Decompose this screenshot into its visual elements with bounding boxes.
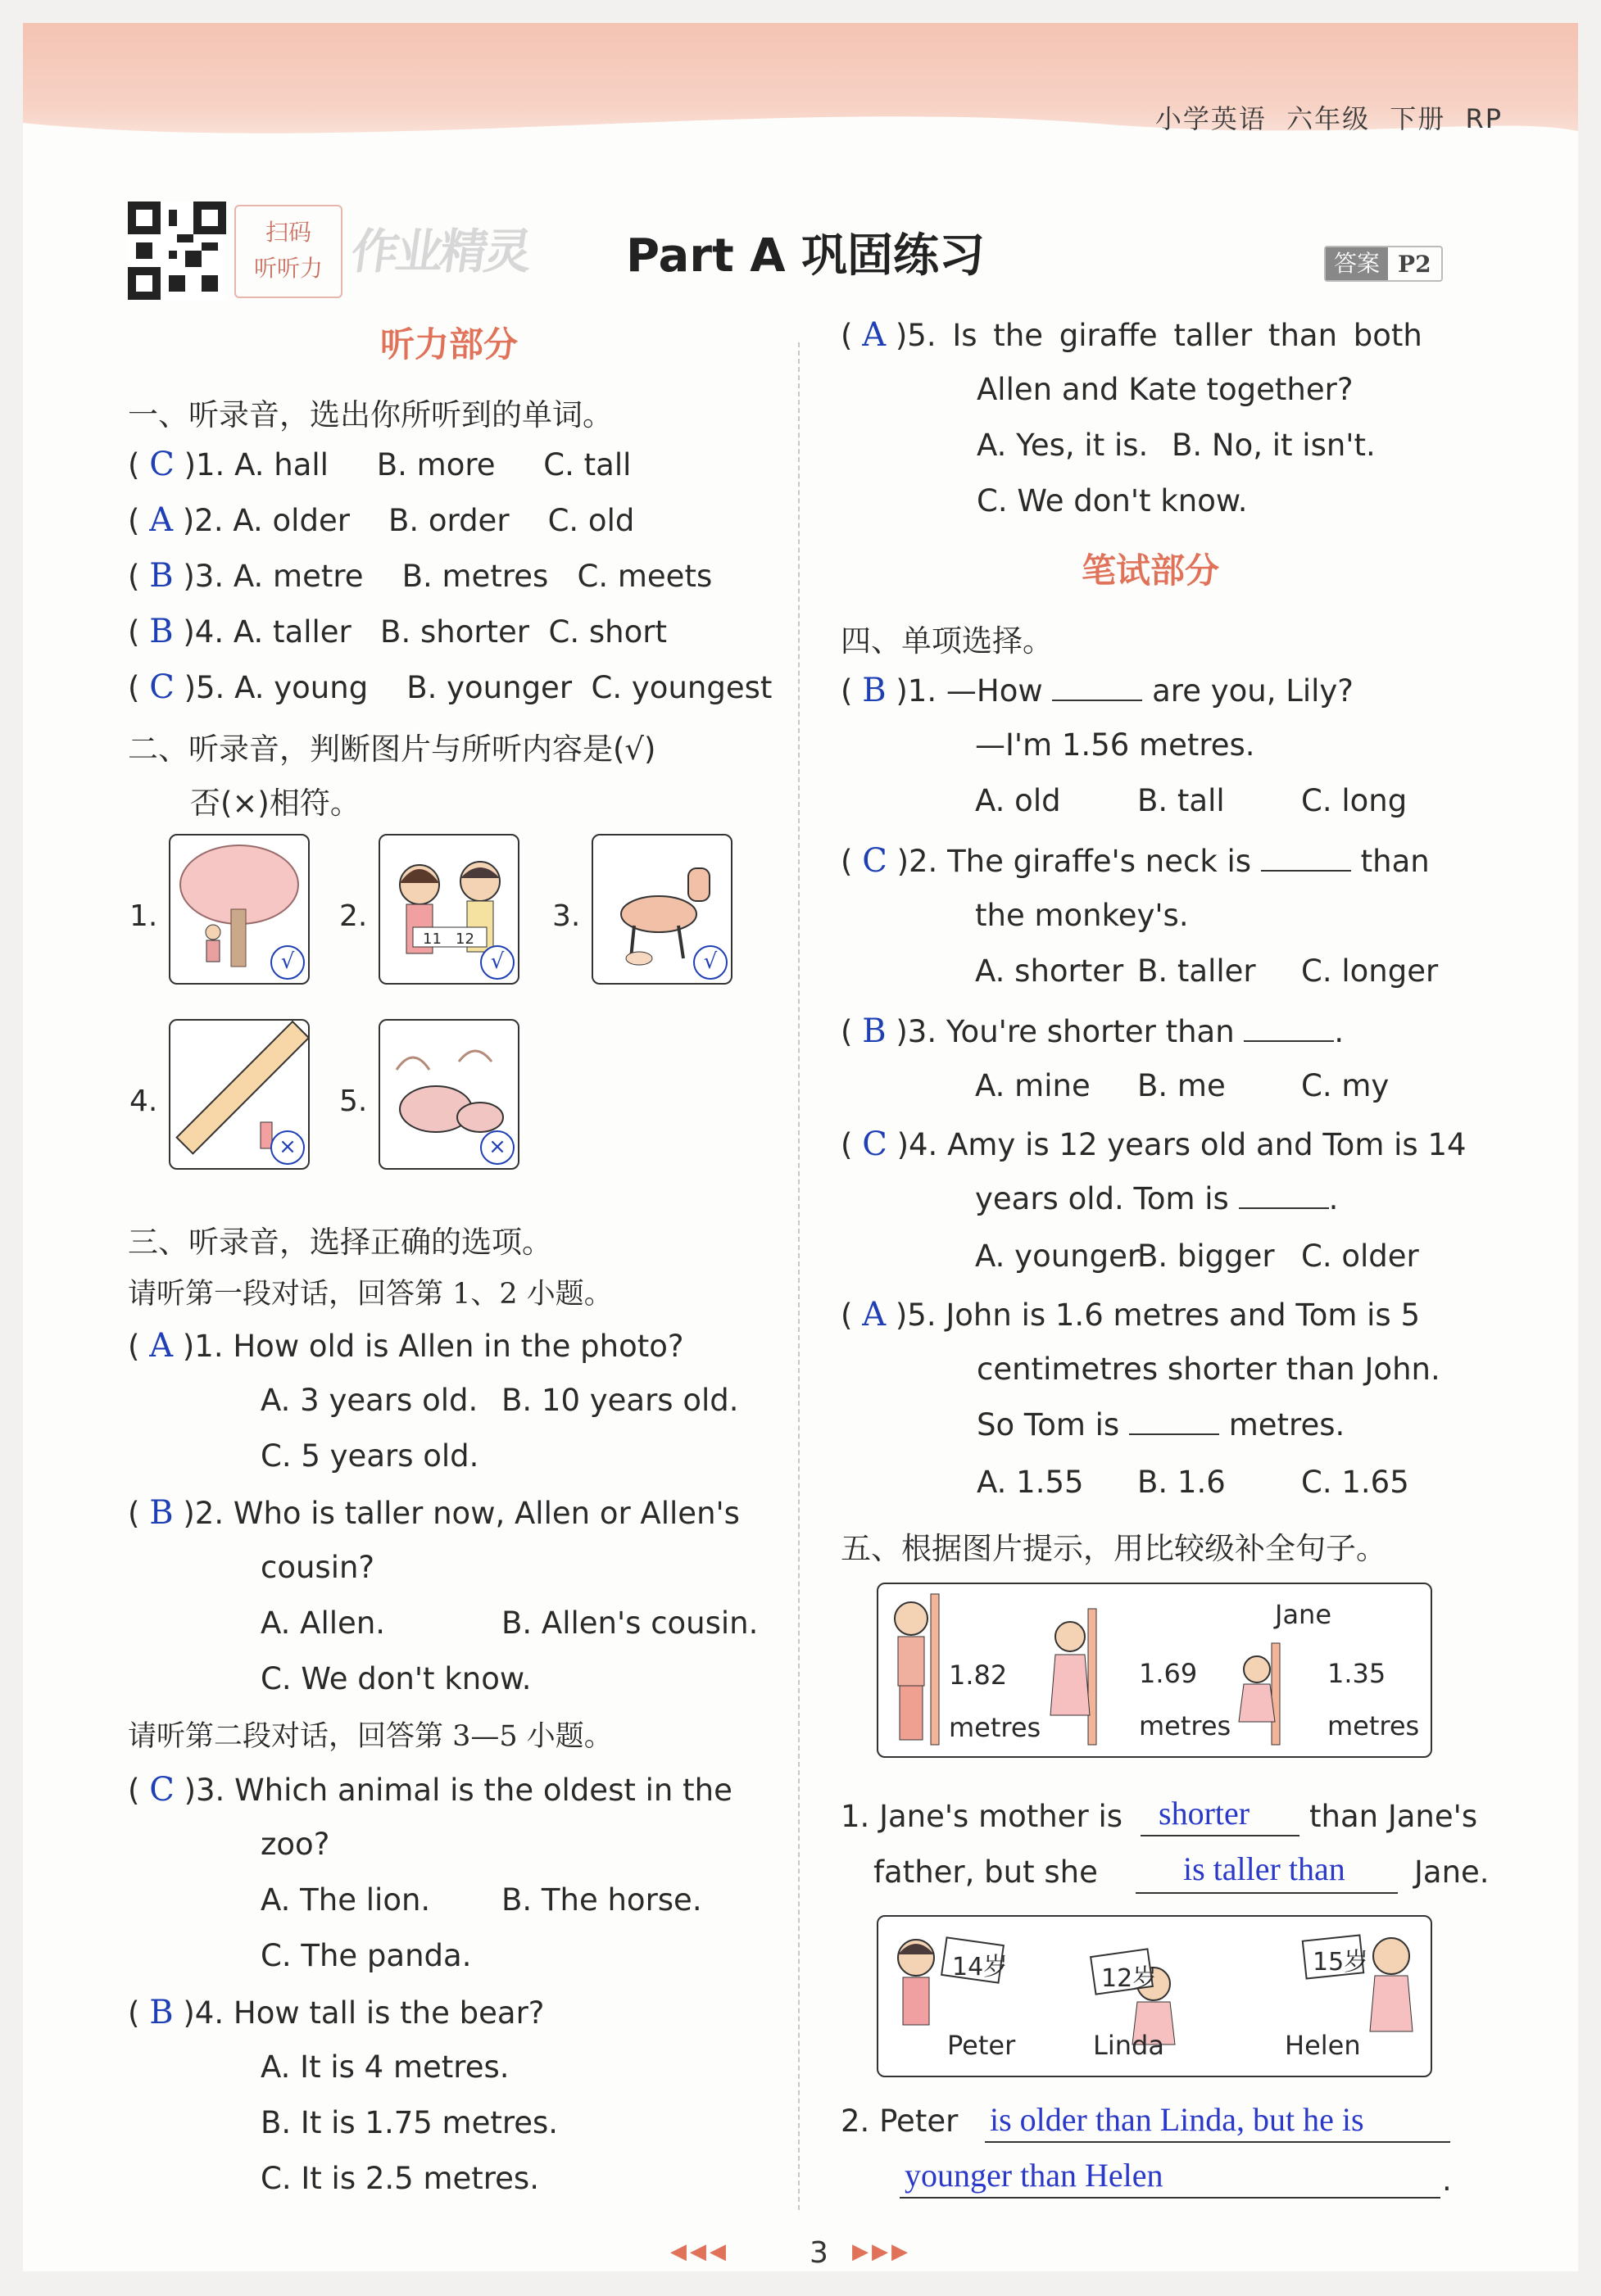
question-text: )2. Who is taller now, Allen or Allen's [183, 1496, 740, 1531]
answer: C [149, 446, 175, 483]
picture-ruler [169, 1019, 310, 1170]
left-column [23, 23, 798, 2271]
s3-q5: ( A )5. Is the giraffe taller than both [841, 316, 1422, 354]
answer: A [862, 316, 887, 354]
section2-title-line1: 二、听录音，判断图片与所听内容是(√) [128, 731, 656, 767]
age-helen: 15岁 [1313, 1948, 1369, 1977]
answer-blank[interactable] [1239, 1207, 1329, 1209]
s4-q4-a: A. younger [975, 1239, 1141, 1274]
unit-jane: metres [1327, 1710, 1420, 1741]
s4-q2-a: A. shorter [975, 953, 1124, 989]
s5-blank-3[interactable] [985, 2141, 1450, 2143]
answer-tag-page: P2 [1398, 250, 1431, 278]
question-text: )2. The giraffe's neck is [896, 844, 1252, 879]
s4-q1-b: B. tall [1137, 783, 1225, 818]
item-text: )4. A. taller B. shorter C. short [183, 614, 667, 650]
cross-mark: × [480, 1130, 515, 1165]
section4-title: 四、单项选择。 [841, 623, 1053, 659]
s1-item-5: ( C )5. A. young B. younger C. youngest [128, 668, 773, 706]
s3-q2-cont: cousin? [261, 1550, 375, 1585]
s5-sentence1-pre: 1. Jane's mother is [841, 1799, 1123, 1834]
s4-q5-a: A. 1.55 [977, 1465, 1084, 1500]
item-text: )1. A. hall B. more C. tall [184, 447, 632, 482]
cross-mark: × [270, 1130, 305, 1165]
answer-blank[interactable] [1052, 700, 1142, 701]
s4-q4-b: B. bigger [1137, 1239, 1275, 1274]
answer-tag-label: 答案 [1326, 247, 1388, 280]
s5-sentence1-end: Jane. [1414, 1854, 1490, 1890]
book-edition: RP [1465, 103, 1503, 134]
s3-q5-a: A. Yes, it is. [977, 428, 1149, 463]
pic-number-1: 1. [129, 899, 158, 933]
s4-q2-c: C. longer [1301, 953, 1439, 989]
answer: C [862, 842, 887, 880]
listening-heading: 听力部分 [379, 324, 518, 365]
pic-number-3: 3. [552, 899, 581, 933]
pic2-number-a: 11 [423, 931, 442, 948]
question-text: )4. How tall is the bear? [183, 1995, 545, 2031]
workbook-page [23, 23, 1578, 2271]
s4-q5-line2: centimetres shorter than John. [977, 1352, 1440, 1387]
footer-left-arrows: ◀◀◀ [670, 2239, 729, 2264]
age-picture [877, 1915, 1432, 2077]
unit-mother: metres [1139, 1710, 1231, 1741]
s4-q1: ( B )1. —How are you, Lily? [841, 672, 1354, 709]
s3-q1: ( A )1. How old is Allen in the photo? [128, 1327, 684, 1365]
check-mark: √ [270, 945, 305, 980]
question-text: )3. You're shorter than [896, 1014, 1235, 1049]
s3-q5-c: C. We don't know. [977, 483, 1248, 519]
s3-q4-c: C. It is 2.5 metres. [261, 2161, 539, 2196]
s4-q3-c: C. my [1301, 1068, 1390, 1103]
book-term: 下册 [1390, 103, 1446, 134]
s3-q3-a: A. The lion. [261, 1882, 431, 1918]
section1-title: 一、听录音，选出你所听到的单词。 [128, 397, 613, 432]
age-linda: 12岁 [1101, 1964, 1158, 1993]
picture-tree-girl [169, 834, 310, 985]
answer: C [862, 1125, 887, 1163]
question-text: )5. Is the giraffe taller than both [895, 318, 1422, 353]
question-text: )1. How old is Allen in the photo? [182, 1329, 684, 1364]
item-text: )5. A. young B. younger C. youngest [184, 670, 773, 705]
s1-item-1: ( C )1. A. hall B. more C. tall [128, 446, 632, 483]
s4-q3-a: A. mine [975, 1068, 1091, 1103]
book-grade: 六年级 [1286, 103, 1371, 134]
s1-item-4: ( B )4. A. taller B. shorter C. short [128, 613, 667, 650]
dialogue1-intro: 请听第一段对话，回答第 1、2 小题。 [128, 1278, 613, 1311]
question-text: )5. John is 1.6 metres and Tom is 5 [895, 1297, 1420, 1333]
height-jane: 1.35 [1327, 1658, 1386, 1689]
answer: B [149, 613, 174, 650]
s4-q5: ( A )5. John is 1.6 metres and Tom is 5 [841, 1296, 1420, 1334]
s3-q2: ( B )2. Who is taller now, Allen or Allen's [128, 1494, 740, 1532]
height-father: 1.82 [949, 1660, 1008, 1691]
check-mark: √ [480, 945, 515, 980]
name-linda: Linda [1093, 2030, 1164, 2061]
s4-q5-line3 [977, 1407, 1345, 1442]
question-text-end: . [1328, 1181, 1339, 1216]
answer: B [862, 672, 887, 709]
section5-title: 五、根据图片提示，用比较级补全句子。 [841, 1531, 1386, 1566]
question-text: )4. Amy is 12 years old and Tom is 14 [896, 1127, 1467, 1162]
s4-q1-a: A. old [975, 783, 1061, 818]
question-text-end: metres. [1228, 1407, 1345, 1442]
right-column [798, 23, 1578, 2271]
age-peter: 14岁 [952, 1953, 1009, 1981]
check-mark: √ [693, 945, 728, 980]
unit-father: metres [949, 1712, 1041, 1743]
s4-q3: ( B )3. You're shorter than . [841, 1012, 1345, 1050]
s4-q4-c: C. older [1301, 1239, 1419, 1274]
label-jane: Jane [1275, 1599, 1332, 1630]
answer: B [149, 1494, 174, 1532]
question-text-end: than [1360, 844, 1430, 879]
name-peter: Peter [947, 2030, 1016, 2061]
pic-number-4: 4. [129, 1085, 158, 1118]
brand-logo: 作业精灵 [347, 224, 533, 279]
s5-fill-younger[interactable]: younger than Helen [905, 2157, 1163, 2194]
s5-sentence2-end: . [1442, 2162, 1452, 2198]
s5-sentence1-line2: father, but she [873, 1854, 1098, 1890]
s4-q2-line2: the monkey's. [975, 898, 1189, 933]
answer: B [149, 557, 174, 595]
s3-q3-c: C. The panda. [261, 1938, 472, 1973]
s3-q4-a: A. It is 4 metres. [261, 2049, 510, 2085]
answer: C [149, 668, 175, 706]
s5-sentence2-pre: 2. Peter [841, 2104, 959, 2139]
footer-right-arrows: ▶▶▶ [852, 2239, 911, 2264]
s3-q2-c: C. We don't know. [261, 1661, 532, 1696]
s1-item-3: ( B )3. A. metre B. metres C. meets [128, 557, 713, 595]
s1-item-2: ( A )2. A. older B. order C. old [128, 501, 635, 539]
s4-q4: ( C )4. Amy is 12 years old and Tom is 14 [841, 1125, 1467, 1163]
s5-fill-older[interactable]: is older than Linda, but he is [990, 2101, 1364, 2138]
item-text: )2. A. older B. order C. old [182, 503, 635, 538]
s5-fill-taller[interactable]: is taller than [1183, 1850, 1345, 1887]
dialogue2-intro: 请听第二段对话，回答第 3—5 小题。 [128, 1720, 613, 1753]
question-text: years old. Tom is [975, 1181, 1229, 1216]
s4-q5-c: C. 1.65 [1301, 1465, 1409, 1500]
answer: B [149, 1994, 174, 2031]
answer-blank[interactable] [1244, 1040, 1334, 1042]
s4-q5-b: B. 1.6 [1137, 1465, 1226, 1500]
s3-q2-b: B. Allen's cousin. [501, 1605, 759, 1641]
name-helen: Helen [1285, 2030, 1361, 2061]
answer-blank[interactable] [1261, 870, 1351, 872]
scan-label-line1: 扫码 [265, 219, 311, 246]
s4-q3-b: B. me [1137, 1068, 1226, 1103]
height-mother: 1.69 [1139, 1658, 1198, 1689]
s4-q1-c: C. long [1301, 783, 1408, 818]
book-subject: 小学英语 [1154, 103, 1267, 134]
s4-q4-line2 [975, 1181, 1338, 1216]
answer: C [149, 1771, 175, 1809]
s5-blank-2[interactable] [1136, 1892, 1398, 1894]
s3-q3-cont: zoo? [261, 1827, 330, 1862]
question-text: )3. Which animal is the oldest in the [184, 1773, 732, 1808]
picture-horse [592, 834, 732, 985]
writing-heading: 笔试部分 [1081, 550, 1219, 591]
s5-fill-shorter[interactable]: shorter [1159, 1795, 1250, 1832]
s3-q1-a: A. 3 years old. [261, 1383, 478, 1418]
section2-title-line2: 否(×)相符。 [190, 786, 361, 821]
scan-label-line2: 听听力 [253, 255, 323, 282]
item-text: )3. A. metre B. metres C. meets [183, 559, 713, 594]
s3-q3: ( C )3. Which animal is the oldest in the [128, 1771, 732, 1809]
s4-q1-line2: —I'm 1.56 metres. [975, 727, 1255, 763]
s5-blank-4[interactable] [900, 2197, 1440, 2199]
picture-two-children [379, 834, 519, 985]
pic-number-5: 5. [339, 1085, 368, 1118]
pic-number-2: 2. [339, 899, 368, 933]
s3-q5-b: B. No, it isn't. [1172, 428, 1376, 463]
page-title: Part A 巩固练习 [626, 229, 986, 283]
s3-q5-cont: Allen and Kate together? [977, 372, 1354, 407]
answer: B [862, 1012, 887, 1050]
section3-title: 三、听录音，选择正确的选项。 [128, 1225, 552, 1260]
question-text-end: are you, Lily? [1152, 673, 1354, 709]
s3-q4: ( B )4. How tall is the bear? [128, 1994, 545, 2031]
pic2-number-b: 12 [456, 931, 474, 948]
question-text-end: . [1334, 1014, 1345, 1049]
answer: A [862, 1296, 887, 1334]
picture-elephants [379, 1019, 519, 1170]
page-number: 3 [810, 2236, 828, 2270]
s4-q2-b: B. taller [1137, 953, 1256, 989]
s5-blank-1[interactable] [1141, 1835, 1299, 1836]
s3-q1-c: C. 5 years old. [261, 1438, 479, 1474]
answer-blank[interactable] [1129, 1433, 1219, 1435]
question-text: )1. —How [896, 673, 1043, 709]
s3-q3-b: B. The horse. [501, 1882, 702, 1918]
question-text: So Tom is [977, 1407, 1120, 1442]
s3-q1-b: B. 10 years old. [501, 1383, 739, 1418]
answer: A [149, 501, 174, 539]
answer: A [149, 1327, 174, 1365]
s3-q2-a: A. Allen. [261, 1605, 386, 1641]
s4-q2: ( C )2. The giraffe's neck is than [841, 842, 1430, 880]
s5-sentence1-mid: than Jane's [1309, 1799, 1478, 1834]
height-picture [877, 1583, 1432, 1758]
s3-q4-b: B. It is 1.75 metres. [261, 2105, 559, 2140]
